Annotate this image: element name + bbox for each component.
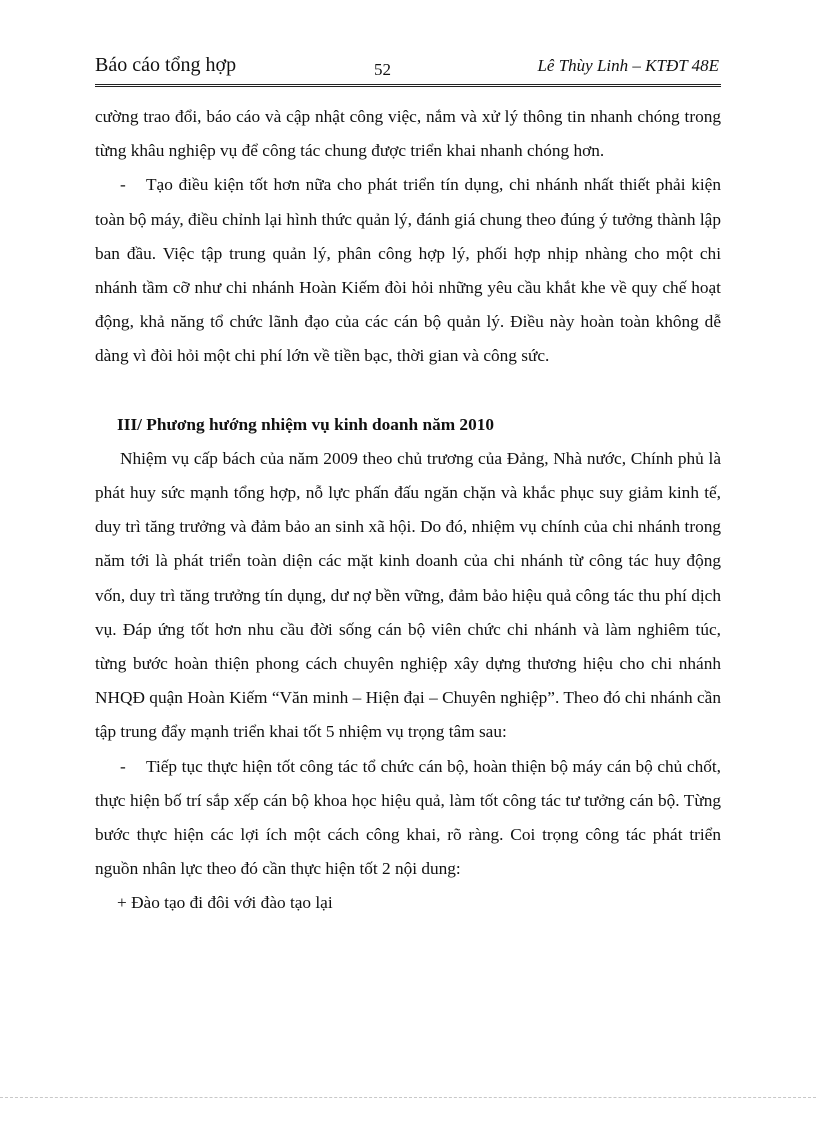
bullet-item: [95, 750, 721, 887]
paragraph: Nhiệm vụ cấp bách của năm 2009 theo chủ trương của Đảng, Nhà nước, Chính phủ là phát huy sức mạnh tổng hợp, nỗ lực phấn đấu ngăn chặn và khắc phục suy giảm kinh tế, duy trì tăng trưởng và đảm bảo an sinh xã hội. Do đó, nhiệm vụ chính của chi nhánh trong năm tới là phát triển toàn diện các mặt kinh doanh của chi nhánh từ công tác huy động vốn, duy trì tăng trưởng tín dụng, dư nợ bền vững, đảm bảo hiệu quả công tác thu phí dịch vụ. Đáp ứng tốt hơn nhu cầu đời sống cán bộ viên chức chi nhánh và làm nghiêm túc, từng bước hoàn thiện phong cách chuyên nghiệp xây dựng thương hiệu cho chi nhánh NHQĐ quận Hoàn Kiếm “Văn minh – Hiện đại – Chuyên nghiệp”. Theo đó chi nhánh cần tập trung đẩy mạnh triển khai tốt 5 nhiệm vụ trọng tâm sau:: [95, 448, 721, 742]
page-content: [95, 100, 721, 921]
plus-list-item: + Đào tạo đi đôi với đào tạo lại: [117, 893, 333, 913]
document-title: Báo cáo tổng hợp: [95, 54, 237, 76]
paragraph-continuation: cường trao đổi, báo cáo và cập nhật công việc, nắm và xử lý thông tin nhanh chóng trong từng khâu nghiệp vụ để công tác chung được triển khai nhanh chóng hơn.: [95, 107, 721, 161]
page-header: [95, 52, 721, 87]
author-label: Lê Thùy Linh – KTĐT 48E: [537, 56, 719, 75]
bullet-item: [95, 168, 721, 373]
page-bottom-divider: [0, 1097, 816, 1098]
bullet-text: Tiếp tục thực hiện tốt công tác tổ chức cán bộ, hoàn thiện bộ máy cán bộ chủ chốt, thực hiện bố trí sắp xếp cán bộ khoa học hiệu quả, làm tốt công tác tư tưởng cán bộ. Từng bước thực hiện các lợi ích một cách công khai, rõ ràng. Coi trọng công tác phát triển nguồn nhân lực theo đó cần thực hiện tốt 2 nội dung:: [95, 756, 721, 879]
bullet-text: Tạo điều kiện tốt hơn nữa cho phát triển tín dụng, chi nhánh nhất thiết phải kiện toàn bộ máy, điều chỉnh lại hình thức quản lý, đánh giá chung theo đúng ý tưởng thành lập ban đầu. Việc tập trung quản lý, phân công hợp lý, phối hợp nhịp nhàng cho một chi nhánh tầm cỡ như chi nhánh Hoàn Kiếm đòi hỏi những yêu cầu khắt khe về quy chế hoạt động, khả năng tổ chức lãnh đạo của các cán bộ quản lý. Điều này hoàn toàn không dễ dàng vì đòi hỏi một chi phí lớn về tiền bạc, thời gian và công sức.: [95, 175, 721, 366]
bullet-dash: -: [120, 175, 126, 195]
section-heading: III/ Phương hướng nhiệm vụ kinh doanh năm 2010: [117, 414, 494, 434]
bullet-dash: -: [120, 756, 126, 776]
page-number: 52: [374, 60, 391, 79]
